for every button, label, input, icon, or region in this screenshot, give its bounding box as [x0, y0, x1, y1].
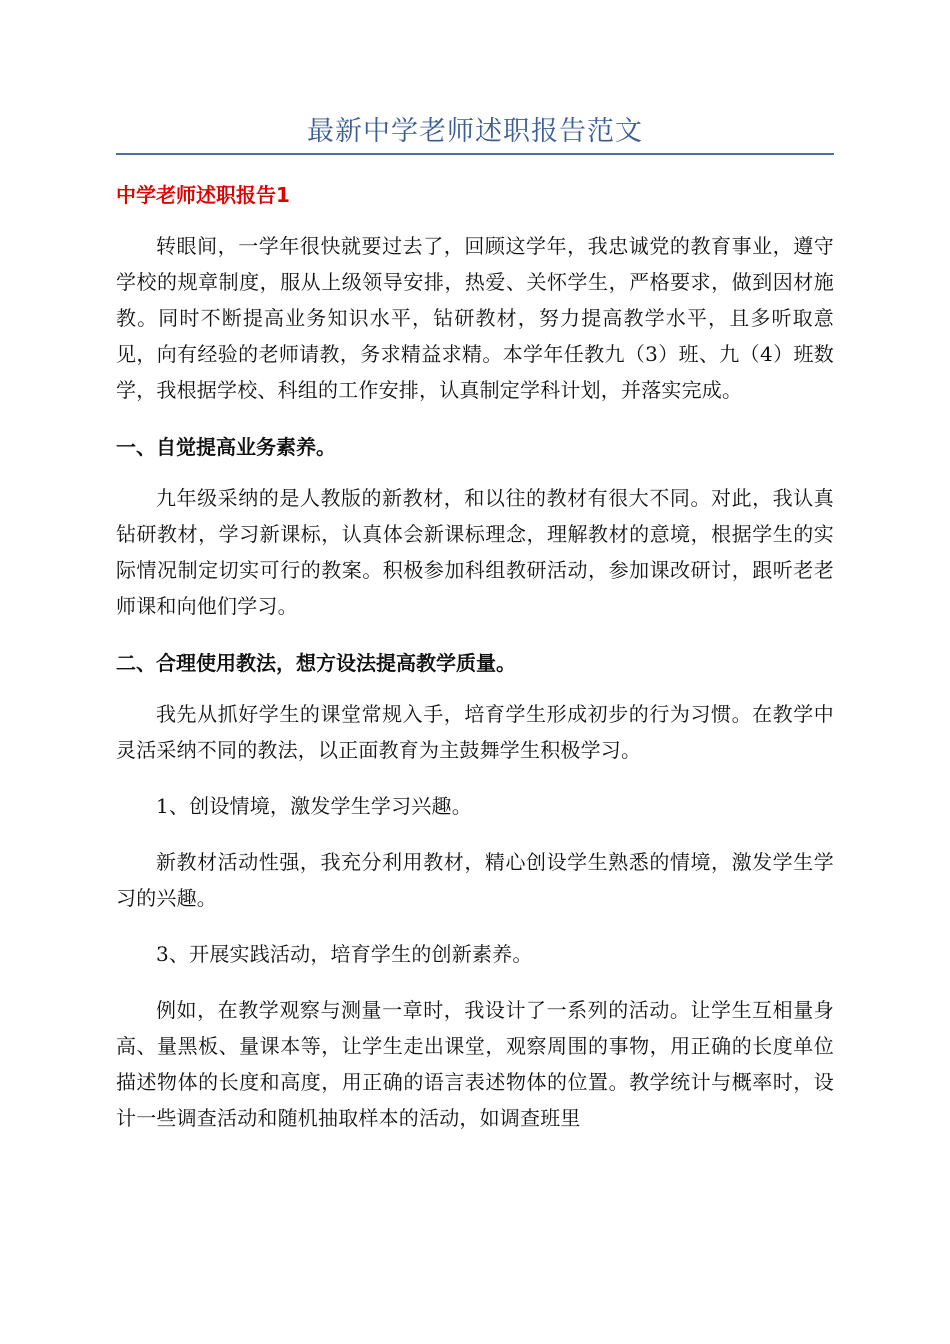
document-body: [116, 176, 834, 1136]
heading-one: 一、自觉提高业务素养。: [116, 435, 336, 459]
paragraph-three: 新教材活动性强，我充分利用教材，精心创设学生熟悉的情境，激发学生学习的兴趣。: [116, 850, 834, 910]
paragraph-four: 例如，在教学观察与测量一章时，我设计了一系列的活动。让学生互相量身高、量黑板、量课本等，让学生走出课堂，观察周围的事物，用正确的长度单位描述物体的长度和高度，用正确的语言表述物体的位置。教学统计与概率时，设计一些调查活动和随机抽取样本的活动，如调查班里: [116, 998, 834, 1130]
section-title: 中学老师述职报告1: [116, 183, 290, 207]
title-underline: [116, 153, 834, 155]
heading-two: 二、合理使用教法，想方设法提高教学质量。: [116, 651, 516, 675]
list-item-three: 3、开展实践活动，培育学生的创新素养。: [156, 942, 533, 966]
list-item-one: 1、创设情境，激发学生学习兴趣。: [156, 794, 472, 818]
intro-paragraph: 转眼间，一学年很快就要过去了，回顾这学年，我忠诚党的教育事业，遵守学校的规章制度，服从上级领导安排，热爱、关怀学生，严格要求，做到因材施教。同时不断提高业务知识水平，钻研教材，努力提高教学水平，且多听取意见，向有经验的老师请教，务求精益求精。本学年任教九（3）班、九（4）班数学，我根据学校、科组的工作安排，认真制定学科计划，并落实完成。: [116, 234, 834, 402]
paragraph-two: 我先从抓好学生的课堂常规入手，培育学生形成初步的行为习惯。在教学中灵活采纳不同的教法，以正面教育为主鼓舞学生积极学习。: [116, 702, 834, 762]
document-title: 最新中学老师述职报告范文: [307, 116, 643, 147]
paragraph-one: 九年级采纳的是人教版的新教材，和以往的教材有很大不同。对此，我认真钻研教材，学习新课标，认真体会新课标理念，理解教材的意境，根据学生的实际情况制定切实可行的教案。积极参加科组教研活动，参加课改研讨，跟听老老师课和向他们学习。: [116, 486, 834, 618]
